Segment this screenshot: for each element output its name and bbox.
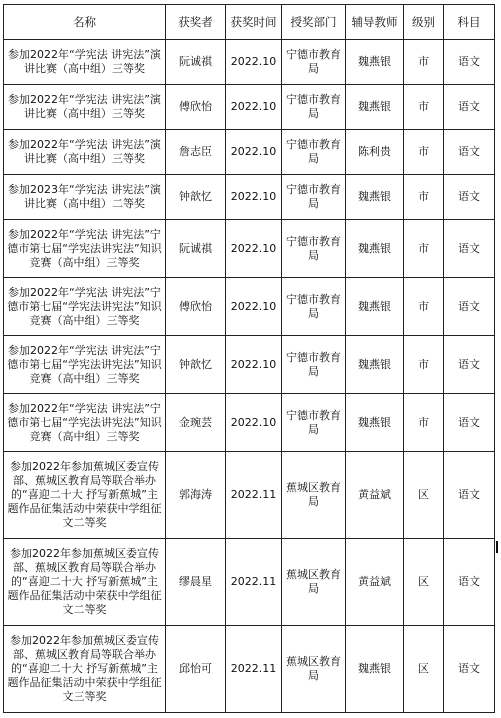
cell-date: 2022.10 <box>226 336 282 394</box>
cell-date: 2022.11 <box>226 626 282 713</box>
cell-dept: 宁德市教育局 <box>282 394 346 452</box>
cell-level: 市 <box>404 175 444 220</box>
cell-subject: 语文 <box>444 452 495 539</box>
table-row <box>4 336 495 394</box>
cell-dept: 宁德市教育局 <box>282 278 346 336</box>
cell-level: 区 <box>404 452 444 539</box>
cell-teacher: 魏燕银 <box>346 278 404 336</box>
cell-date: 2022.10 <box>226 40 282 85</box>
table-row <box>4 452 495 539</box>
cell-date: 2022.10 <box>226 220 282 278</box>
cell-subject: 语文 <box>444 539 495 626</box>
header-teacher: 辅导教师 <box>346 5 404 40</box>
header-subject: 科目 <box>444 5 495 40</box>
table-row <box>4 394 495 452</box>
header-name: 名称 <box>4 5 166 40</box>
awards-table <box>3 4 495 713</box>
cell-dept: 宁德市教育局 <box>282 85 346 130</box>
cell-subject: 语文 <box>444 40 495 85</box>
cell-subject: 语文 <box>444 278 495 336</box>
cell-level: 市 <box>404 336 444 394</box>
cell-winner: 傅欣怡 <box>166 85 226 130</box>
header-row <box>4 5 495 40</box>
cell-award-name: 参加2022年“学宪法 讲宪法”宁德市第七届“学宪法讲宪法”知识竞赛（高中组）三等奖 <box>4 394 166 452</box>
table-row <box>4 130 495 175</box>
table-row <box>4 278 495 336</box>
cell-dept: 宁德市教育局 <box>282 40 346 85</box>
page-edge-mark <box>496 541 498 553</box>
cell-winner: 郭海涛 <box>166 452 226 539</box>
cell-subject: 语文 <box>444 394 495 452</box>
cell-level: 市 <box>404 394 444 452</box>
cell-teacher: 魏燕银 <box>346 394 404 452</box>
header-level: 级别 <box>404 5 444 40</box>
cell-dept: 宁德市教育局 <box>282 336 346 394</box>
cell-award-name: 参加2023年“学宪法 讲宪法”演讲比赛（高中组）二等奖 <box>4 175 166 220</box>
cell-award-name: 参加2022年参加蕉城区委宣传部、蕉城区教育局等联合举办的“喜迎二十大 抒写新蕉城”主题作品征集活动中荣获中学组征文三等奖 <box>4 626 166 713</box>
cell-subject: 语文 <box>444 220 495 278</box>
cell-teacher: 魏燕银 <box>346 336 404 394</box>
cell-date: 2022.10 <box>226 175 282 220</box>
cell-subject: 语文 <box>444 175 495 220</box>
cell-award-name: 参加2022年“学宪法 讲宪法”演讲比赛（高中组）三等奖 <box>4 40 166 85</box>
cell-level: 市 <box>404 220 444 278</box>
cell-winner: 傅欣怡 <box>166 278 226 336</box>
cell-level: 市 <box>404 278 444 336</box>
header-date: 获奖时间 <box>226 5 282 40</box>
table-row <box>4 626 495 713</box>
cell-subject: 语文 <box>444 336 495 394</box>
cell-date: 2022.11 <box>226 452 282 539</box>
cell-level: 市 <box>404 40 444 85</box>
table-row <box>4 175 495 220</box>
cell-dept: 宁德市教育局 <box>282 220 346 278</box>
cell-subject: 语文 <box>444 85 495 130</box>
header-winner: 获奖者 <box>166 5 226 40</box>
cell-winner: 阮诚祺 <box>166 40 226 85</box>
cell-winner: 钟歆忆 <box>166 175 226 220</box>
table-row <box>4 220 495 278</box>
cell-teacher: 魏燕银 <box>346 220 404 278</box>
header-dept: 授奖部门 <box>282 5 346 40</box>
cell-level: 区 <box>404 626 444 713</box>
cell-award-name: 参加2022年参加蕉城区委宣传部、蕉城区教育局等联合举办的“喜迎二十大 抒写新蕉城”主题作品征集活动中荣获中学组征文二等奖 <box>4 452 166 539</box>
cell-teacher: 魏燕银 <box>346 40 404 85</box>
cell-subject: 语文 <box>444 130 495 175</box>
cell-winner: 阮诚祺 <box>166 220 226 278</box>
cell-teacher: 魏燕银 <box>346 626 404 713</box>
cell-dept: 蕉城区教育局 <box>282 539 346 626</box>
cell-dept: 宁德市教育局 <box>282 130 346 175</box>
cell-date: 2022.10 <box>226 394 282 452</box>
cell-level: 区 <box>404 539 444 626</box>
table-row <box>4 539 495 626</box>
cell-date: 2022.10 <box>226 278 282 336</box>
cell-dept: 宁德市教育局 <box>282 175 346 220</box>
cell-level: 市 <box>404 85 444 130</box>
cell-level: 市 <box>404 130 444 175</box>
cell-award-name: 参加2022年“学宪法 讲宪法”宁德市第七届“学宪法讲宪法”知识竞赛（高中组）三等奖 <box>4 220 166 278</box>
cell-winner: 缪晨星 <box>166 539 226 626</box>
cell-dept: 蕉城区教育局 <box>282 626 346 713</box>
cell-winner: 钟歆忆 <box>166 336 226 394</box>
cell-award-name: 参加2022年“学宪法 讲宪法”演讲比赛（高中组）三等奖 <box>4 130 166 175</box>
cell-award-name: 参加2022年“学宪法 讲宪法”宁德市第七届“学宪法讲宪法”知识竞赛（高中组）三等奖 <box>4 336 166 394</box>
cell-teacher: 黄益斌 <box>346 452 404 539</box>
cell-subject: 语文 <box>444 626 495 713</box>
cell-winner: 詹志臣 <box>166 130 226 175</box>
cell-winner: 金琬芸 <box>166 394 226 452</box>
cell-award-name: 参加2022年“学宪法 讲宪法”演讲比赛（高中组）三等奖 <box>4 85 166 130</box>
cell-date: 2022.10 <box>226 130 282 175</box>
cell-teacher: 陈利贵 <box>346 130 404 175</box>
cell-date: 2022.10 <box>226 85 282 130</box>
cell-date: 2022.11 <box>226 539 282 626</box>
cell-teacher: 魏燕银 <box>346 175 404 220</box>
table-row <box>4 85 495 130</box>
cell-award-name: 参加2022年参加蕉城区委宣传部、蕉城区教育局等联合举办的“喜迎二十大 抒写新蕉城”主题作品征集活动中荣获中学组征文二等奖 <box>4 539 166 626</box>
cell-teacher: 魏燕银 <box>346 85 404 130</box>
cell-teacher: 黄益斌 <box>346 539 404 626</box>
table-row <box>4 40 495 85</box>
cell-award-name: 参加2022年“学宪法 讲宪法”宁德市第七届“学宪法讲宪法”知识竞赛（高中组）三等奖 <box>4 278 166 336</box>
cell-winner: 邱怡可 <box>166 626 226 713</box>
cell-dept: 蕉城区教育局 <box>282 452 346 539</box>
